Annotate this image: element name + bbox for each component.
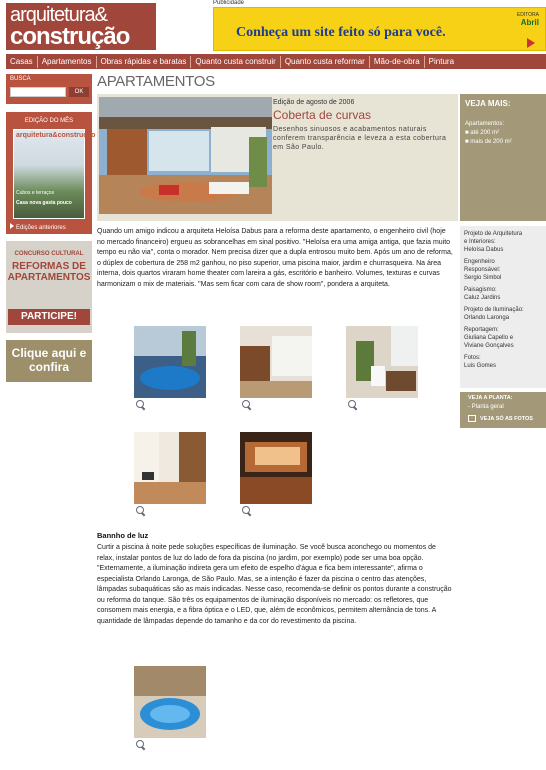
nav-item-quanto-reformar[interactable]: Quanto custa reformar	[281, 56, 370, 68]
zoom-icon[interactable]	[242, 506, 252, 516]
thumbnail-image	[346, 326, 418, 398]
credits-box	[460, 226, 546, 388]
article-paragraph-2: Curtir a piscina à noite pede soluções específicas de iluminação. Se você busca aconchego ou momentos de relax, instalar pontos de luz do lado de fora da piscina (no jardim, por exemplo) pode ser uma boa opção. "Externamente, a iluminação indireta gera um efeito de espelho d'água e fica bem interessante", afirma o especialista Orlando Laronga, de São Paulo. Mas, se a intenção é fazer da piscina o centro das atenções, lâmpadas subaquáticas são as mais indicadas. Nesse caso, recomenda-se definir os pontos durante a construção ou reforma do tanque. São três os equipamentos de iluminação disponíveis no mercado: os refletores, que consomem mais energia, e a fibra óptica e o LED, que, além de econômicos, permitem alternância de tons. A quantidade de lâmpadas depende do tamanho e da cor do revestimento da piscina.	[97, 544, 452, 625]
feature-edition: Edição de agosto de 2006	[273, 99, 355, 106]
credit-line: Projeto de Arquitetura	[464, 231, 523, 237]
ad-banner[interactable]	[213, 7, 546, 51]
thumbnail-terrace[interactable]	[240, 432, 312, 504]
credit-line: Projeto de Iluminação:	[464, 307, 524, 313]
see-plan-box	[460, 392, 546, 428]
search-input[interactable]	[10, 87, 66, 97]
zoom-icon[interactable]	[136, 506, 146, 516]
credit-line: e Interiores:	[464, 239, 496, 245]
credit-line: Orlando Laronga	[464, 315, 510, 321]
credit-block	[464, 326, 542, 350]
click-here-banner[interactable]: Clique aqui e confira	[6, 340, 92, 382]
thumbnail-pool[interactable]	[134, 326, 206, 398]
ad-brand-small: EDITORA	[516, 12, 539, 18]
feature-title: Coberta de curvas	[273, 108, 372, 122]
site-logo[interactable]	[6, 3, 156, 50]
credit-line: Heloísa Dabus	[464, 247, 504, 253]
ad-text: Conheça um site feito só para você.	[236, 25, 446, 40]
nav-item-mao-de-obra[interactable]: Mão-de-obra	[370, 56, 425, 68]
thumbnail-image	[240, 432, 312, 504]
thumbnail-image	[134, 666, 206, 738]
ad-brand	[517, 12, 539, 27]
thumbnail-bathroom[interactable]	[346, 326, 418, 398]
nav-item-obras[interactable]: Obras rápidas e baratas	[97, 56, 192, 68]
see-photos-link[interactable]: VEJA SÓ AS FOTOS	[480, 416, 533, 422]
article-paragraph-1: Quando um amigo indicou a arquiteta Heloísa Dabus para a reforma deste apartamento, o engenheiro civil (hoje no mercado financeiro) ergueu as sobrancelhas em sinal positivo. "Heloísa era uma amiga antiga, que fazia muito tempo eu não via", conta o morador. Nem precisa dizer que a dupla entrosou muito bem. Após um ano de reforma, o dúplex de cobertura de 258 m2 ganhou, no piso superior, uma piscina maior, jardim e churrasqueira. Na área interna, dois quartos viraram home theater com lareira a gás, escritório e banheiro. Volumes, texturas e curvas harmonizam o mix de materiais. "Mas sem ficar com cara de show room", pondera a arquiteta.	[97, 228, 453, 288]
see-more-sub: Apartamentos:	[465, 121, 505, 127]
search-box	[6, 74, 92, 104]
plan-general-link[interactable]: - Planta geral	[468, 404, 504, 410]
arrow-right-icon	[527, 38, 535, 48]
magazine-cover[interactable]	[13, 129, 96, 219]
contest-line-1: CONCURSO CULTURAL	[14, 251, 84, 257]
credit-line: Caluz Jardins	[464, 295, 501, 301]
credit-line: Giuliana Capello e	[464, 335, 514, 341]
previous-editions-label: Edições anteriores	[16, 225, 66, 231]
nav-item-apartamentos[interactable]: Apartamentos	[38, 56, 97, 68]
previous-editions-link[interactable]	[10, 223, 66, 231]
search-label: BUSCA	[10, 76, 31, 82]
credit-line: Engenheiro	[464, 259, 495, 265]
edition-label: EDIÇÃO DO MÊS	[24, 118, 74, 124]
thumbnail-pool-night[interactable]	[134, 666, 206, 738]
arrow-right-icon	[10, 223, 14, 229]
see-more-item-2-label: mais de 200 m²	[470, 139, 512, 145]
search-ok-button[interactable]: OK	[69, 87, 89, 97]
section-title: APARTAMENTOS	[97, 73, 215, 90]
see-more-box	[460, 94, 546, 221]
ad-label: Publicidade	[213, 0, 245, 6]
logo-line-2: construção	[10, 23, 130, 50]
zoom-icon[interactable]	[136, 400, 146, 410]
credit-line: Viviane Gonçalves	[464, 343, 514, 349]
credit-block	[464, 354, 542, 370]
thumbnail-image	[240, 326, 312, 398]
credit-line: Paisagismo:	[464, 287, 497, 293]
credit-block	[464, 286, 542, 302]
see-plan-title: VEJA A PLANTA:	[468, 395, 513, 401]
thumbnail-image	[134, 326, 206, 398]
zoom-icon[interactable]	[136, 740, 146, 750]
ad-brand-name: Abril	[520, 18, 539, 27]
see-more-title: VEJA MAIS:	[465, 99, 511, 108]
see-more-item-1[interactable]: ■ até 200 m²	[465, 130, 499, 136]
thumbnail-interior[interactable]	[134, 432, 206, 504]
thumbnail-living[interactable]	[240, 326, 312, 398]
feature-photo	[99, 97, 272, 214]
nav-item-casas[interactable]: Casas	[6, 56, 38, 68]
credit-line: Fotos:	[464, 355, 481, 361]
credit-line: Luis Gomes	[464, 363, 497, 369]
zoom-icon[interactable]	[348, 400, 358, 410]
contest-banner[interactable]	[6, 241, 92, 333]
credit-block	[464, 230, 542, 254]
logo-line-1: arquitetura&	[10, 4, 107, 26]
credit-line: Reportagem:	[464, 327, 499, 333]
feature-photo-image	[99, 97, 272, 214]
see-more-item-1-label: até 200 m²	[470, 130, 499, 136]
nav-item-pintura[interactable]: Pintura	[428, 56, 455, 66]
credit-line: Sergio Simbol	[464, 275, 502, 281]
feature-description: Desenhos sinuosos e acabamentos naturais conferem transparência e leveza a esta cobertura em São Paulo.	[273, 126, 447, 151]
thumbnail-image	[134, 432, 206, 504]
main-nav	[6, 54, 546, 69]
edition-of-month	[6, 112, 96, 234]
contest-line-2: REFORMAS DE APARTAMENTOS	[7, 261, 91, 283]
credit-line: Responsável:	[464, 267, 501, 273]
credit-block	[464, 258, 542, 282]
feature-box	[97, 94, 458, 221]
article-subhead: Bannho de luz	[97, 531, 149, 540]
zoom-icon[interactable]	[242, 400, 252, 410]
cover-text-2: Casa nova gasta pouco	[16, 200, 72, 206]
contest-cta[interactable]: PARTICIPE!	[8, 309, 90, 325]
cover-title: arquitetura&construção	[16, 132, 96, 139]
credit-block	[464, 306, 542, 322]
nav-item-quanto-construir[interactable]: Quanto custa construir	[191, 56, 280, 68]
see-more-item-2[interactable]: ■ mais de 200 m²	[465, 139, 512, 145]
cover-text-1: Cubos e terraços	[16, 190, 55, 196]
photo-icon	[468, 415, 476, 422]
